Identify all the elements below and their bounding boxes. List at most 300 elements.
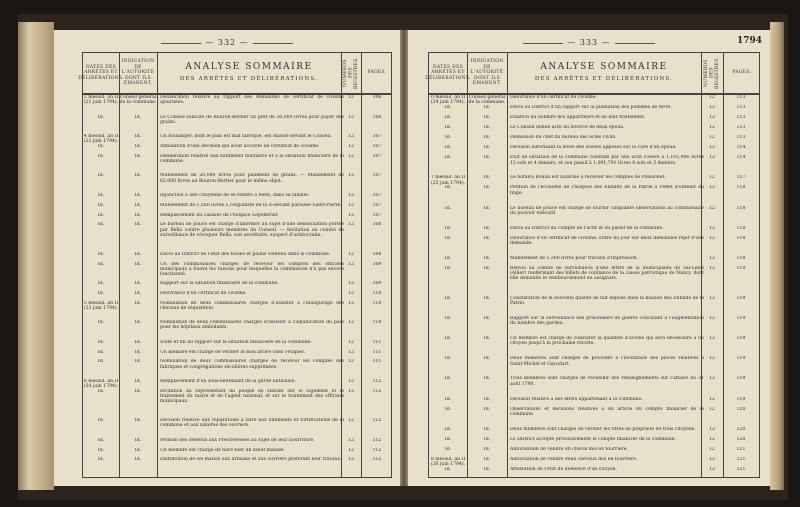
table-row <box>429 236 759 256</box>
row-page-number: 118 <box>736 225 746 231</box>
row-summary: Attestation de l'état de démence d'un citoyen. <box>510 466 618 472</box>
header-subtitle: DES ARRÊTÉS ET DÉLIBÉRATIONS. <box>179 76 319 82</box>
row-authority: Id. <box>134 349 142 355</box>
row-register-number: 12 <box>348 349 354 355</box>
row-authority: Conseil général de la commune. <box>468 95 506 106</box>
table-row <box>83 301 391 321</box>
row-page-number: 107 <box>372 202 382 208</box>
table-row <box>429 376 759 396</box>
row-authority: Id. <box>134 261 142 267</box>
row-authority: Id. <box>134 173 142 179</box>
row-authority: Id. <box>134 281 142 287</box>
row-page-number: 121 <box>736 446 746 452</box>
row-date: Id. <box>444 125 452 131</box>
row-date: Id. <box>444 105 452 111</box>
table-row <box>429 316 759 336</box>
table-row <box>83 350 391 360</box>
header-pages: PAGES. <box>367 70 387 76</box>
row-register-number: 12 <box>709 95 715 100</box>
row-summary: Mandement de 20,000 livres pour paiement de grains. — Mandement de 62,000 livres au Bouron-Bertier pour le même objet. <box>160 173 344 184</box>
header-pages: PAGES. <box>732 70 752 76</box>
header-title-text: ANALYSE SOMMAIRE <box>185 62 313 72</box>
row-date: Id. <box>444 235 452 241</box>
header-dates: DATES DES ARRÊTÉS ET DÉLIBÉRATIONS. <box>78 64 124 81</box>
row-date: 6 messid. an II (24 juin 1794). <box>430 95 466 106</box>
row-register-number: 12 <box>709 426 715 432</box>
row-authority: Id. <box>134 379 142 385</box>
row-register-number: 12 <box>348 457 354 463</box>
row-register-number: 12 <box>348 251 354 257</box>
book-gutter <box>400 30 408 486</box>
row-date: 8 messid. an II (26 juin 1794). <box>430 456 466 467</box>
row-summary: Délivrance d'un certificat de civisme. <box>160 290 247 296</box>
table-row <box>429 226 759 236</box>
row-authority: Id. <box>483 396 491 402</box>
table-row <box>83 154 391 174</box>
row-register-number: 12 <box>709 205 715 211</box>
row-authority: Id. <box>134 437 142 443</box>
table-row <box>429 407 759 427</box>
row-date: Id. <box>97 388 105 394</box>
row-page-number: 108 <box>372 251 382 257</box>
row-register-number: 12 <box>348 143 354 149</box>
row-register-number: 12 <box>709 255 715 261</box>
row-summary: Autorisation de vendre deux chevaux mis en fourrière. <box>510 456 638 462</box>
table-row <box>83 115 391 135</box>
row-authority: Id. <box>134 388 142 394</box>
row-page-number: 118 <box>736 235 746 241</box>
row-register-number: 12 <box>348 281 354 287</box>
row-date: Id. <box>444 135 452 141</box>
row-date: Id. <box>97 173 105 179</box>
table-row <box>83 134 391 144</box>
row-page-number: 109 <box>372 281 382 287</box>
row-date: Id. <box>444 185 452 191</box>
row-page-number: 110 <box>372 290 382 296</box>
table-row <box>429 206 759 226</box>
table-row <box>429 135 759 145</box>
row-page-number: 120 <box>736 436 746 442</box>
row-authority: Id. <box>483 356 491 362</box>
row-summary: Envoi au District de l'état des fosses et paillis contenu dans la commune. <box>160 251 331 257</box>
row-date: Id. <box>97 447 105 453</box>
row-date: Id. <box>97 192 105 198</box>
row-summary: Un des commissaires chargés de recevoir les comptes des officiers municipaux a fourni les raisons pour lesquelles la commission n'a pas encore fonctionné. <box>160 261 344 277</box>
row-register-number: 12 <box>709 396 715 402</box>
row-summary: Mandement de 1,560 livres à l'organiste de la ci-devant paroisse Saint-Pierre. <box>160 202 342 208</box>
table-row <box>83 281 391 291</box>
row-page-number: 120 <box>736 406 746 412</box>
row-authority: Id. <box>483 115 491 121</box>
row-date: Id. <box>97 261 105 267</box>
row-authority: Id. <box>134 251 142 257</box>
row-summary: Remplacement d'un sous-lieutenant de la garde nationale. <box>160 379 296 385</box>
row-summary: Trois membres sont chargés de recueillir des renseignements sur l'affaire du 31 août 1790. <box>510 376 704 387</box>
table-row <box>83 448 391 458</box>
row-register-number: 12 <box>709 376 715 382</box>
row-summary: Constatation de la nouvelle qualité de fait déposé dans la maison des Enfants de la Patrie. <box>510 296 704 307</box>
row-date: 5 messid. an II (23 juin 1794). <box>83 300 119 311</box>
row-summary: Envoi au District d'un rapport sur la plantation des pommes de terre. <box>510 105 672 111</box>
table-row <box>429 296 759 316</box>
row-summary: Nomination de deux commissaires chargés d'assister à l'inaugurage des chevaux de réquisition. <box>160 300 344 311</box>
row-register-number: 12 <box>348 261 354 267</box>
row-page-number: 111 <box>372 339 382 345</box>
row-summary: Remplacement du caissier de l'hospice Lepellerier. <box>160 212 279 218</box>
row-register-number: 12 <box>709 235 715 241</box>
table-row <box>429 256 759 266</box>
table-row <box>83 203 391 213</box>
row-register-number: 12 <box>348 359 354 365</box>
row-summary: Démission du chef du bureau des actes civils. <box>510 135 617 141</box>
row-summary: Envoi au District du compte de l'actif et du passif de la commune. <box>510 225 664 231</box>
header-title <box>157 53 341 93</box>
row-page-number: 118 <box>736 185 746 191</box>
row-register-number: 12 <box>709 125 715 131</box>
row-date: Id. <box>97 212 105 218</box>
row-authority: Id. <box>134 300 142 306</box>
row-summary: Le Conseil sollicite de Bouron-Bertier un prêt de 36,000 livres pour payer des grains. <box>160 114 344 125</box>
row-date: Id. <box>444 255 452 261</box>
row-authority: Id. <box>483 336 491 342</box>
row-summary: Un boulanger, dont le pain est mal fabriqué, est mandé devant le Conseil. <box>160 134 332 140</box>
table-row <box>83 389 391 418</box>
row-date: Id. <box>97 202 105 208</box>
table-row <box>429 356 759 376</box>
table-row <box>429 95 759 105</box>
row-page-number: 114 <box>736 145 746 151</box>
table-row <box>429 427 759 437</box>
row-page-number: 120 <box>736 426 746 432</box>
row-register-number: 12 <box>709 316 715 322</box>
row-register-number: 12 <box>348 222 354 228</box>
row-authority: Id. <box>483 135 491 141</box>
header-title <box>507 53 701 93</box>
row-page-number: 112 <box>372 388 382 394</box>
row-date: Id. <box>97 418 105 424</box>
row-summary: Deux membres sont chargés de procéder à l'inventaire des pièces relatives à Saint-Michel et Gayodart. <box>510 356 704 367</box>
row-summary: Injonction à une citoyenne de se rendre à Metz, dans sa famille. <box>160 192 310 198</box>
table-row <box>83 340 391 350</box>
row-summary: Délivrance d'un certificat de civisme. <box>510 95 597 100</box>
page-stack-right <box>770 22 784 490</box>
row-register-number: 12 <box>709 115 715 121</box>
row-page-number: 121 <box>736 456 746 462</box>
row-summary: Un membre est chargé de faire tuer un bœuf malade. <box>160 447 285 453</box>
row-register-number: 12 <box>709 225 715 231</box>
row-page-number: 106 <box>372 114 382 120</box>
row-page-number: 113 <box>736 125 746 131</box>
row-register-number: 12 <box>709 456 715 462</box>
row-register-number: 12 <box>348 437 354 443</box>
row-page-number: 106 <box>372 95 382 100</box>
row-date: Id. <box>444 426 452 432</box>
row-summary: Le bureau de police est chargé de fournir cinquante observations au commissaire du pouvoir exécutif. <box>510 205 704 216</box>
row-register-number: 12 <box>709 356 715 362</box>
table-body <box>83 95 391 477</box>
header-indication: INDICATION DE L'AUTORITÉ DONT ILS ÉMANENT. <box>470 59 504 87</box>
row-register-number: 12 <box>709 105 715 111</box>
row-date: Id. <box>97 222 105 228</box>
table-row <box>83 252 391 262</box>
row-date: 6 messid. an II (24 juin 1794). <box>83 379 119 389</box>
table-row <box>83 418 391 438</box>
table-row <box>429 185 759 205</box>
row-summary: Un membre est chargé de constater la quantité d'avoine qui sera nécessaire à un citoyen jusqu'à la prochaine récolte. <box>510 336 704 347</box>
row-page-number: 112 <box>372 379 382 385</box>
row-register-number: 12 <box>709 466 715 472</box>
row-date: Id. <box>97 251 105 257</box>
row-authority: Id. <box>483 185 491 191</box>
row-page-number: 110 <box>372 320 382 326</box>
row-register-number: 12 <box>709 446 715 452</box>
row-date: Id. <box>97 153 105 159</box>
row-authority: Id. <box>483 225 491 231</box>
table-row <box>429 115 759 125</box>
row-date: Id. <box>444 446 452 452</box>
table-row <box>83 291 391 301</box>
row-summary: Le bureau de police est chargé d'informer au sujet d'une dénonciation portée par Bella contre plusieurs membres du Conseil. — Invitation au comité de surveillance de révoquer Bella, son secrétaire, suspect d'aristocratie. <box>160 222 344 238</box>
row-page-number: 119 <box>736 376 746 382</box>
row-summary: Nomination de deux commissaires chargés d'assister à l'adjudication du pain pour les hôpitaux ambulants. <box>160 320 344 331</box>
table-row <box>429 155 759 175</box>
table-header <box>78 53 391 95</box>
row-date: Id. <box>97 437 105 443</box>
row-page-number: 113 <box>736 135 746 141</box>
row-summary: Le District accepte provisoirement le compte financier de la commune. <box>510 436 676 442</box>
row-authority: Id. <box>134 143 142 149</box>
row-page-number: 114 <box>736 155 746 161</box>
row-summary: Rapport sur la surveillance des prisonniers de guerre concluant à l'augmentation du nombre des gardes. <box>510 316 704 327</box>
row-page-number: 113 <box>736 95 746 100</box>
row-register-number: 12 <box>709 175 715 181</box>
row-authority: Id. <box>134 212 142 218</box>
row-authority: Id. <box>483 255 491 261</box>
row-authority: Id. <box>134 153 142 159</box>
row-summary: Le notaire Boulai est autorisé à recevoir les comptes de Poinsonet. <box>510 175 666 181</box>
row-page-number: 112 <box>372 418 382 424</box>
row-date: Id. <box>444 356 452 362</box>
row-summary: Renvoi au comité de surveillance d'une lettre de la municipalité de Val-Libre (Allier) renfermant des billets de confiance de la caisse patriotique de Nancy, dont elle demande le remboursement en assignats. <box>510 265 704 282</box>
row-date: Id. <box>444 466 452 472</box>
row-summary: Nomination de deux commissaires chargés de recevoir les comptes des fabriques et congrégations séculières supprimées. <box>160 359 344 370</box>
row-summary: Distribution de sel mariés aux artisans et aux ouvriers préférant leur travaux. <box>160 457 342 463</box>
table-row <box>83 359 391 379</box>
row-register-number: 12 <box>348 95 354 100</box>
row-register-number: 12 <box>348 339 354 345</box>
row-date: Id. <box>97 281 105 287</box>
row-summary: Autorisation de vendre un cheval mis en fourrière. <box>510 446 628 452</box>
right-page <box>408 30 770 486</box>
row-authority: Id. <box>134 457 142 463</box>
row-authority: Id. <box>483 175 491 181</box>
row-authority: Id. <box>483 406 491 412</box>
row-authority: Id. <box>483 456 491 462</box>
table-header <box>425 53 759 95</box>
row-page-number: 111 <box>372 359 382 365</box>
row-authority: Id. <box>483 145 491 151</box>
row-summary: Délibération relative aux bâtiments militaires et à la situation financière de la commune. <box>160 153 344 164</box>
row-page-number: 119 <box>736 296 746 302</box>
table-row <box>83 173 391 193</box>
year-header: 1794 <box>736 36 762 46</box>
row-register-number: 12 <box>348 173 354 179</box>
row-summary: Décision autorisant la levée des scellés apposés sur la cure d'un époux. <box>510 145 677 151</box>
row-date: Id. <box>444 396 452 402</box>
row-page-number: 107 <box>372 143 382 149</box>
row-authority: Id. <box>483 205 491 211</box>
row-register-number: 12 <box>348 300 354 306</box>
row-date: Id. <box>444 406 452 412</box>
table-row <box>83 213 391 223</box>
row-authority: Id. <box>134 222 142 228</box>
row-date: Id. <box>444 436 452 442</box>
row-date: Id. <box>444 115 452 121</box>
row-register-number: 12 <box>348 153 354 159</box>
table-row <box>429 125 759 135</box>
row-authority: Id. <box>483 436 491 442</box>
row-authority: Id. <box>134 202 142 208</box>
row-authority: Id. <box>483 376 491 382</box>
row-authority: Conseil général de la commune. <box>119 95 157 106</box>
row-date: Id. <box>97 339 105 345</box>
row-page-number: 107 <box>372 173 382 179</box>
row-page-number: 109 <box>372 261 382 267</box>
row-date: Id. <box>444 376 452 382</box>
row-summary: Annulation d'une décision qui avait accordé un certificat de civisme. <box>160 143 320 149</box>
table-row <box>83 379 391 389</box>
row-summary: Rapport sur la situation financière de la commune. <box>160 281 279 287</box>
row-summary: Décision relative à des effets appartenant à la commune. <box>510 396 643 402</box>
table-row <box>83 222 391 251</box>
row-date: 4 messid. an II (22 juin 1794). <box>83 134 119 144</box>
row-authority: Id. <box>134 134 142 140</box>
table-row <box>83 320 391 340</box>
row-date: Id. <box>97 457 105 463</box>
table-row <box>429 105 759 115</box>
row-register-number: 12 <box>709 185 715 191</box>
row-page-number: 119 <box>736 316 746 322</box>
row-date: Id. <box>444 316 452 322</box>
row-register-number: 12 <box>348 114 354 120</box>
right-page-number: — 333 — <box>408 38 770 47</box>
header-indication: INDICATION DE L'AUTORITÉ DONT ILS ÉMANENT. <box>121 59 155 87</box>
table-row <box>83 438 391 448</box>
page-stack-left <box>18 22 54 490</box>
row-register-number: 12 <box>709 135 715 141</box>
row-authority: Id. <box>134 290 142 296</box>
row-authority: Id. <box>483 426 491 432</box>
left-page <box>54 30 400 486</box>
row-register-number: 12 <box>348 320 354 326</box>
row-date: Id. <box>97 349 105 355</box>
row-summary: Délivrance d'un certificat de civisme; ordre du jour sur deux demandes rejet d'une demande. <box>510 235 704 246</box>
row-page-number: 118 <box>736 255 746 261</box>
row-authority: Id. <box>483 155 491 161</box>
row-summary: Décision relative aux réparations à faire aux bâtiments et fortifications de la commune et aux salaires des ouvriers. <box>160 418 344 429</box>
table-row <box>429 397 759 407</box>
row-summary: Invitation au représentant du peuple de statuer sur le logement et le traitement du maire et de l'agent national, et sur le traitement des officiers municipaux. <box>160 388 344 405</box>
row-register-number: 12 <box>348 290 354 296</box>
row-authority: Id. <box>483 265 491 271</box>
row-date: 2 messid. an II (21 juin 1794). <box>83 95 119 106</box>
row-summary: Un membre est chargé de vérifier le bois arrivé chez l'étapier. <box>160 349 306 355</box>
row-date: Id. <box>444 145 452 151</box>
header-numeros: NUMÉROS DES REGISTRES. <box>703 56 720 90</box>
row-register-number: 12 <box>348 418 354 424</box>
table-row <box>429 266 759 296</box>
row-page-number: 119 <box>736 265 746 271</box>
table-row <box>83 262 391 282</box>
row-authority: Id. <box>134 359 142 365</box>
row-authority: Id. <box>134 447 142 453</box>
row-authority: Id. <box>134 418 142 424</box>
table-row <box>83 144 391 154</box>
row-page-number: 112 <box>372 447 382 453</box>
header-dates: DATES DES ARRÊTÉS ET DÉLIBÉRATIONS. <box>425 64 471 81</box>
row-register-number: 12 <box>348 212 354 218</box>
row-page-number: 107 <box>372 212 382 218</box>
row-register-number: 12 <box>709 145 715 151</box>
row-authority: Id. <box>134 339 142 345</box>
row-register-number: 12 <box>709 155 715 161</box>
header-subtitle: DES ARRÊTÉS ET DÉLIBÉRATIONS. <box>534 76 674 82</box>
table-body <box>429 95 759 477</box>
row-page-number: 119 <box>736 336 746 342</box>
row-date: Id. <box>97 290 105 296</box>
row-date: Id. <box>444 296 452 302</box>
row-register-number: 12 <box>348 388 354 394</box>
row-register-number: 12 <box>709 406 715 412</box>
row-summary: État de situation de la commune constaté par une actif s'élève à 1,105,906 livres 12 sols et 4 deniers, et son passif à 1,091,791 livres 8 sols et 3 deniers. <box>510 155 704 166</box>
row-date: Id. <box>444 155 452 161</box>
row-register-number: 12 <box>709 336 715 342</box>
row-page-number: 112 <box>372 437 382 443</box>
row-date: Id. <box>97 114 105 120</box>
row-register-number: 12 <box>348 447 354 453</box>
row-summary: Observations et décisions relatives à un article du compte financier de la commune. <box>510 406 704 417</box>
row-summary: Fixation du nombre des appariteurs et de leur traitement. <box>510 115 646 121</box>
row-page-number: 107 <box>372 192 382 198</box>
row-summary: Délibération relative au rapport des demandes de certificat de civisme ajournées. <box>160 95 344 106</box>
row-date: Id. <box>444 225 452 231</box>
row-authority: Id. <box>134 114 142 120</box>
table-row <box>83 457 391 477</box>
row-authority: Id. <box>134 320 142 326</box>
row-register-number: 12 <box>348 192 354 198</box>
table-row <box>429 467 759 477</box>
table-row <box>429 145 759 155</box>
left-register-table <box>78 52 392 478</box>
row-authority: Id. <box>134 192 142 198</box>
row-summary: Mandement de 1,260 livres pour travaux d'impression. <box>510 255 639 261</box>
row-date: Id. <box>444 205 452 211</box>
row-date: Id. <box>97 320 105 326</box>
row-authority: Id. <box>483 316 491 322</box>
row-page-number: 112 <box>372 457 382 463</box>
row-summary: Pétition de l'économe de l'hospice des Enfants de la Patrie à l'effet d'obtenir du linge. <box>510 185 704 196</box>
row-authority: Id. <box>483 466 491 472</box>
row-page-number: 117 <box>736 175 746 181</box>
row-page-number: 110 <box>372 300 382 306</box>
header-numeros: NUMÉROS DES REGISTRES. <box>342 56 359 90</box>
row-page-number: 113 <box>736 115 746 121</box>
table-row <box>429 336 759 356</box>
row-date: Id. <box>97 143 105 149</box>
row-register-number: 12 <box>348 202 354 208</box>
row-date: Id. <box>444 265 452 271</box>
row-page-number: 108 <box>372 222 382 228</box>
